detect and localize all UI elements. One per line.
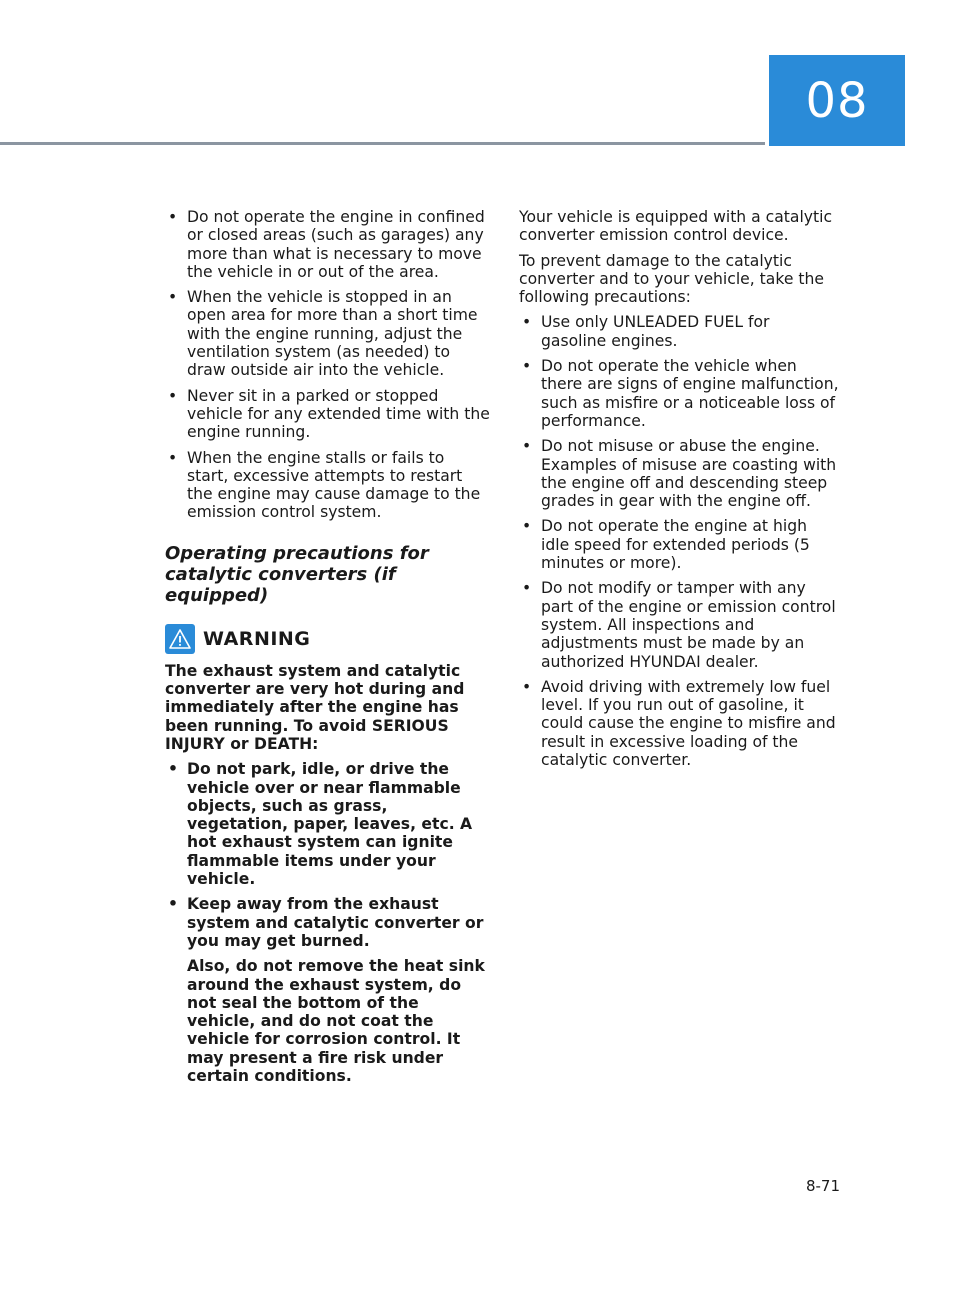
warning-title: WARNING (203, 627, 311, 650)
warning-intro: The exhaust system and catalytic converter are very hot during and immediately after the engine has been running. To avoid SERIOUS INJURY or DEATH: (165, 661, 465, 753)
right-column (519, 208, 839, 776)
list-item (165, 760, 490, 888)
list-item: • Avoid driving with extremely low fuel level. If you run out of gasoline, it could cause the engine to misfire and result in excessive loading of the catalytic converter. (519, 678, 839, 769)
header-rule (0, 142, 765, 145)
list-item: • When the vehicle is stopped in an open area for more than a short time with the engine running, adjust the ventilation system (as needed) to draw outside air into the vehicle. (165, 288, 490, 379)
intro-paragraph: Your vehicle is equipped with a catalytic converter emission control device. (519, 208, 833, 245)
warning-item-text: Do not park, idle, or drive the vehicle over or near flammable objects, such as grass, vegetation, paper, leaves, etc. A hot exhaust system can ignite flammable items under your vehicle. (187, 760, 473, 889)
section-heading: Operating precautions for catalytic converters (if equipped) (165, 542, 429, 606)
list-item (165, 895, 490, 1085)
list-item: • Do not operate the engine at high idle speed for extended periods (5 minutes or more). (519, 517, 839, 572)
list-item: • Do not misuse or abuse the engine. Examples of misuse are coasting with the engine off and descending steep grades in gear with the engine off. (519, 437, 839, 510)
warning-header (165, 624, 490, 654)
list-item: • Use only UNLEADED FUEL for gasoline engines. (519, 313, 839, 350)
list-item: • Do not operate the engine in confined or closed areas (such as garages) any more than what is necessary to move the vehicle in or out of the area. (165, 208, 490, 281)
left-column (165, 208, 490, 1092)
exhaust-safety-list (165, 208, 490, 522)
list-item: • Do not operate the vehicle when there are signs of engine malfunction, such as misfire or a noticeable loss of performance. (519, 357, 839, 430)
warning-list (165, 760, 490, 1085)
warning-item-extra: Also, do not remove the heat sink around the exhaust system, do not seal the bottom of the vehicle, and do not coat the vehicle for corrosion control. It may present a fire risk under certain conditions. (187, 957, 485, 1085)
catalytic-precautions-list (519, 313, 839, 769)
list-item: • Do not modify or tamper with any part of the engine or emission control system. All inspections and adjustments must be made by an authorized HYUNDAI dealer. (519, 579, 839, 670)
warning-body (165, 662, 490, 1086)
chapter-tab: 08 (769, 55, 905, 146)
list-item: • When the engine stalls or fails to start, excessive attempts to restart the engine may cause damage to the emission control system. (165, 449, 490, 522)
precautions-paragraph: To prevent damage to the catalytic converter and to your vehicle, take the following precautions: (519, 251, 824, 307)
warning-item-text: Keep away from the exhaust system and catalytic converter or you may get burned. (187, 895, 484, 950)
list-item: • Never sit in a parked or stopped vehicle for any extended time with the engine running. (165, 387, 490, 442)
page-number: 8-71 (805, 1177, 840, 1195)
warning-triangle-icon (165, 624, 195, 654)
